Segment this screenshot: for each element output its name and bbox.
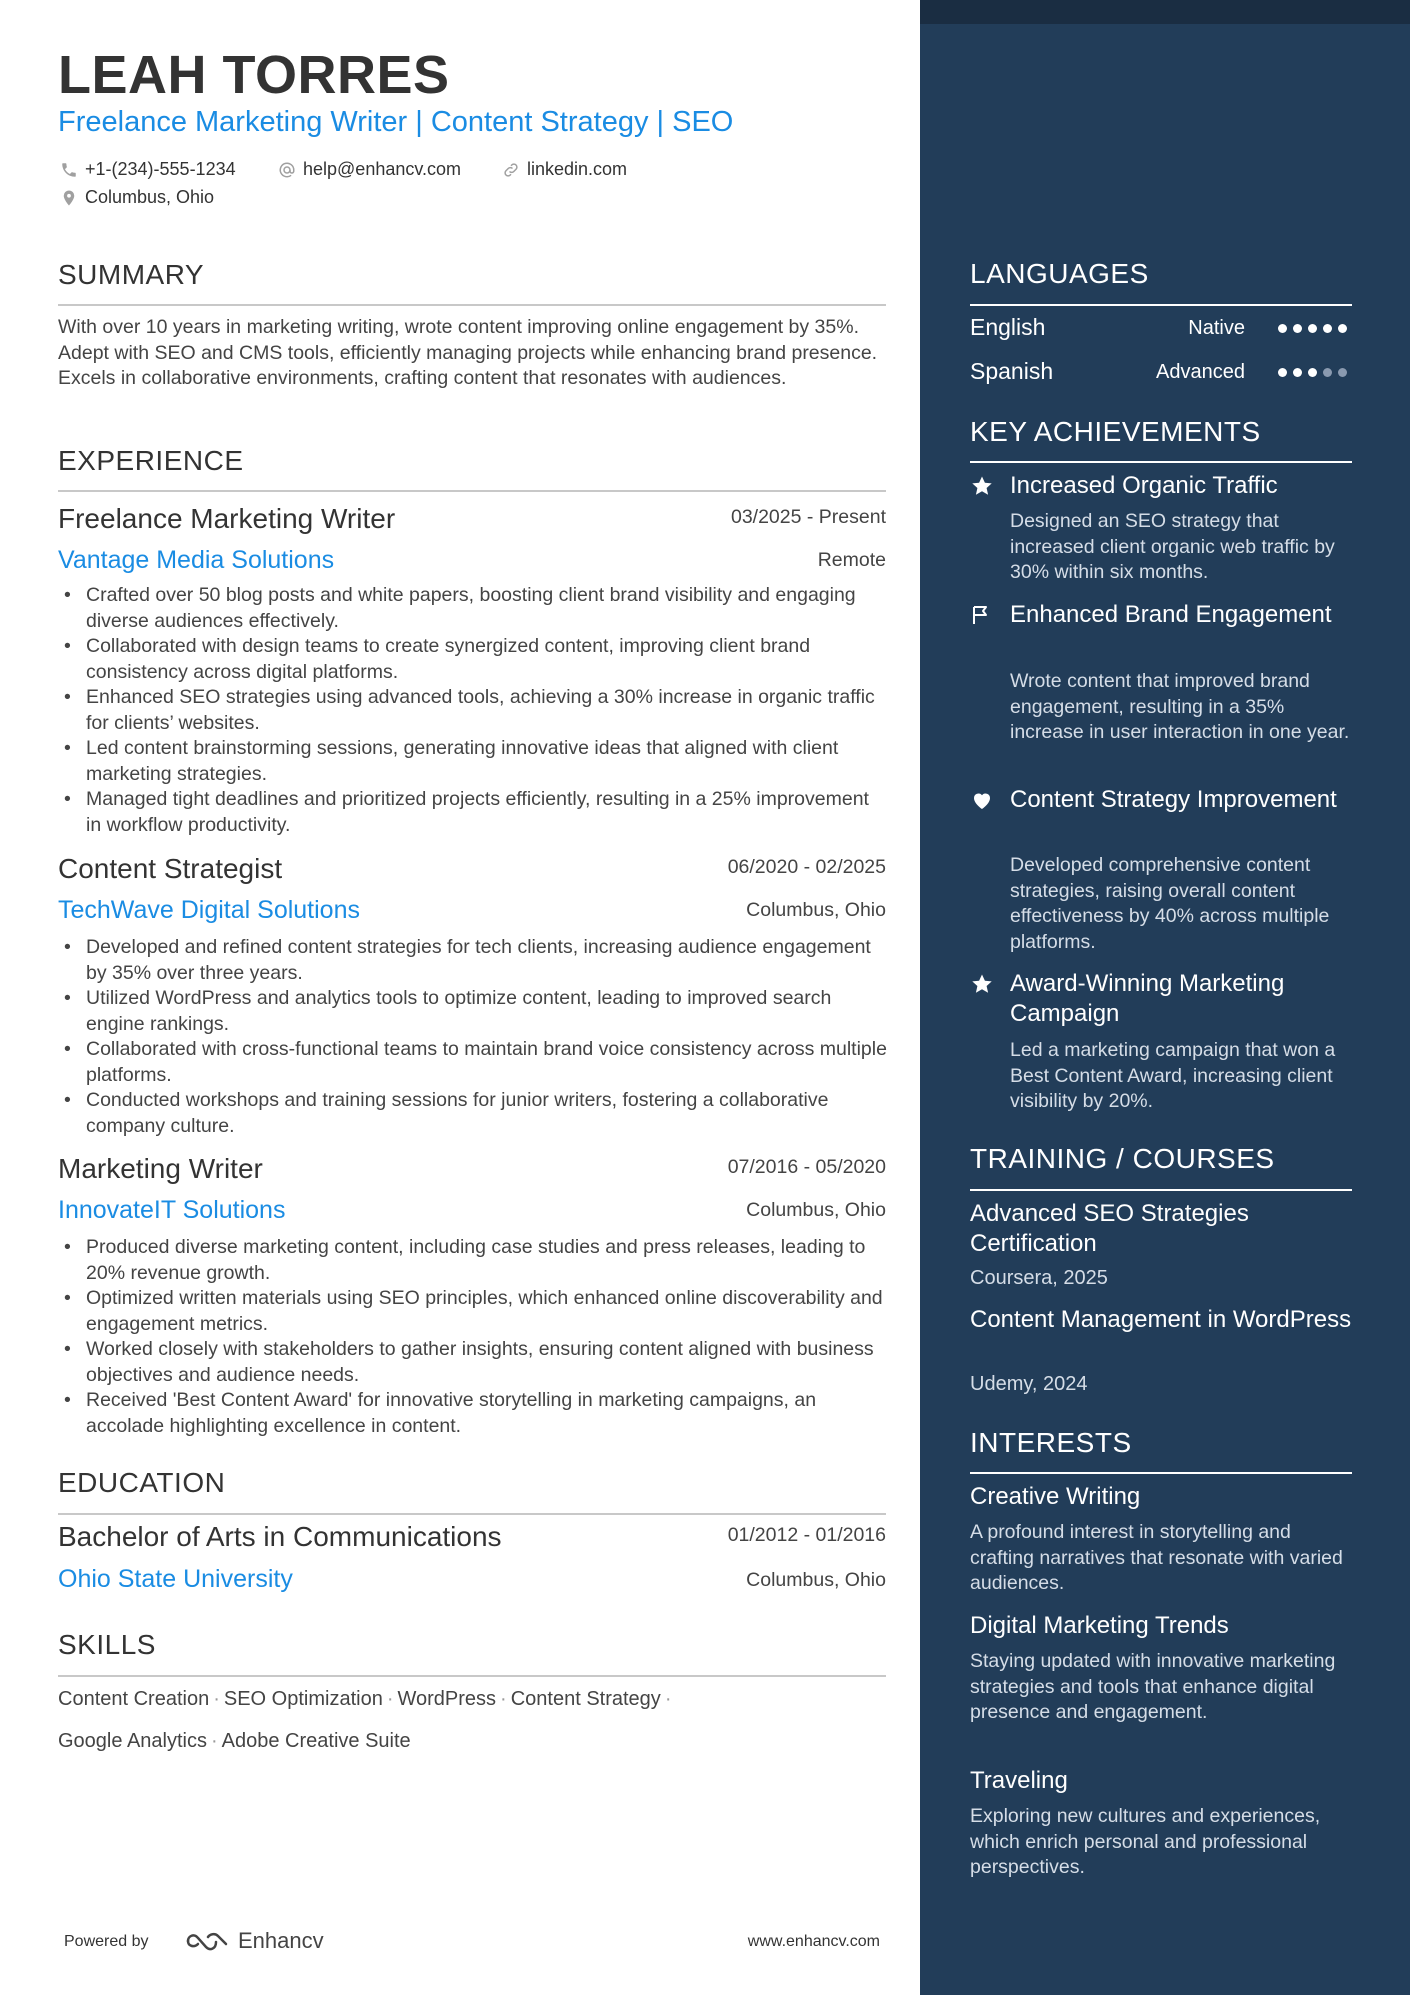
- email-text: help@enhancv.com: [303, 159, 462, 179]
- skill-tag: Content Strategy: [510, 1688, 661, 1710]
- achievement-title: Content Strategy Improvement: [1010, 786, 1337, 813]
- powered-by-text: Powered by: [64, 1933, 149, 1950]
- contact-phone[interactable]: [60, 159, 236, 180]
- candidate-name: LEAH TORRES: [58, 45, 450, 105]
- achievements-divider: [970, 461, 1352, 463]
- star-icon: [970, 972, 994, 996]
- job-bullets: [58, 935, 888, 1139]
- rating-dot: [1308, 368, 1317, 377]
- rating-dot: [1323, 368, 1332, 377]
- enhancv-logo[interactable]: [184, 1928, 324, 1954]
- company-name: InnovateIT Solutions: [58, 1196, 286, 1224]
- job-location: Columbus, Ohio: [746, 899, 886, 921]
- flag-icon: [970, 603, 994, 627]
- skill-tag: WordPress: [397, 1688, 497, 1710]
- summary-title: SUMMARY: [58, 259, 205, 290]
- job-dates: 06/2020 - 02/2025: [727, 856, 886, 878]
- languages-title: LANGUAGES: [970, 258, 1149, 289]
- bullet-item: • Produced diverse marketing content, including case studies and press releases, leading to 20% revenue growth.: [86, 1235, 888, 1286]
- rating-dot: [1293, 324, 1302, 333]
- job-dates: 07/2016 - 05/2020: [727, 1156, 886, 1178]
- phone-icon: [60, 161, 78, 179]
- bullet-item: • Crafted over 50 blog posts and white papers, boosting client brand visibility and engaging diverse audiences effectively.: [86, 583, 888, 634]
- school-location: Columbus, Ohio: [746, 1569, 886, 1591]
- bullet-item: • Collaborated with design teams to create synergized content, improving client brand consistency across digital platforms.: [86, 634, 888, 685]
- skills-row: [58, 1730, 411, 1753]
- skill-separator: ·: [386, 1688, 394, 1710]
- language-rating: [1278, 324, 1347, 333]
- bullet-item: • Worked closely with stakeholders to gather insights, ensuring content aligned with business objectives and audience needs.: [86, 1337, 888, 1388]
- bullet-item: • Optimized written materials using SEO principles, which enhanced online discoverability and engagement metrics.: [86, 1286, 888, 1337]
- linkedin-text: linkedin.com: [527, 159, 628, 179]
- job-location: Columbus, Ohio: [746, 1199, 886, 1221]
- achievement-title: Award-Winning Marketing Campaign: [1010, 970, 1285, 1027]
- school-name: Ohio State University: [58, 1565, 293, 1593]
- skill-separator: ·: [210, 1730, 218, 1752]
- course-title: Advanced SEO Strategies Certification: [970, 1200, 1249, 1257]
- skill-separator: ·: [664, 1688, 672, 1710]
- link-icon: [502, 161, 520, 179]
- skill-tag: Adobe Creative Suite: [221, 1730, 411, 1752]
- interest-title: Traveling: [970, 1767, 1068, 1794]
- language-name: Spanish: [970, 358, 1054, 384]
- training-title: TRAINING / COURSES: [970, 1143, 1275, 1174]
- course-meta: Udemy, 2024: [970, 1373, 1088, 1395]
- skill-tag: SEO Optimization: [223, 1688, 383, 1710]
- phone-text: +1-(234)-555-1234: [85, 159, 236, 179]
- language-level: Advanced: [1156, 361, 1245, 383]
- job-bullets: [58, 583, 888, 838]
- education-dates: 01/2012 - 01/2016: [727, 1524, 886, 1546]
- contact-linkedin[interactable]: [502, 159, 627, 180]
- bullet-item: • Utilized WordPress and analytics tools to optimize content, leading to improved search engine rankings.: [86, 986, 888, 1037]
- achievement-desc: Designed an SEO strategy that increased client organic web traffic by 30% within six months.: [1010, 510, 1335, 583]
- rating-dot: [1338, 324, 1347, 333]
- job-location: Remote: [817, 549, 886, 571]
- languages-divider: [970, 304, 1352, 306]
- interest-title: Creative Writing: [970, 1483, 1141, 1510]
- contact-location: [60, 187, 214, 208]
- skill-separator: ·: [500, 1688, 507, 1710]
- skills-divider: [58, 1675, 886, 1677]
- education-divider: [58, 1513, 886, 1515]
- contact-email[interactable]: [278, 159, 461, 180]
- course-meta: Coursera, 2025: [970, 1267, 1108, 1289]
- skills-title: SKILLS: [58, 1629, 156, 1660]
- skills-row: [58, 1688, 675, 1711]
- bullet-item: • Managed tight deadlines and prioritized projects efficiently, resulting in a 25% improvement in workflow productivity.: [86, 787, 888, 838]
- bullet-item: • Enhanced SEO strategies using advanced tools, achieving a 30% increase in organic traffic for clients’ websites.: [86, 685, 888, 736]
- brand-name: Enhancv: [238, 1928, 324, 1953]
- sidebar: [920, 0, 1410, 1995]
- language-name: English: [970, 314, 1046, 340]
- company-name: Vantage Media Solutions: [58, 546, 335, 574]
- course-title: Content Management in WordPress: [970, 1306, 1352, 1333]
- bullet-item: • Conducted workshops and training sessions for junior writers, fostering a collaborative company culture.: [86, 1088, 888, 1139]
- heart-icon: [970, 788, 994, 812]
- rating-dot: [1338, 368, 1347, 377]
- achievement-title: Increased Organic Traffic: [1010, 472, 1278, 499]
- at-icon: [278, 161, 296, 179]
- job-title: Freelance Marketing Writer: [58, 503, 396, 534]
- skill-separator: ·: [213, 1688, 220, 1710]
- language-rating: [1278, 368, 1347, 377]
- star-icon: [970, 474, 994, 498]
- achievements-title: KEY ACHIEVEMENTS: [970, 416, 1261, 447]
- interest-desc: Staying updated with innovative marketing strategies and tools that enhance digital presence and engagement.: [970, 1650, 1336, 1723]
- interest-desc: A profound interest in storytelling and crafting narratives that resonate with varied audiences.: [970, 1521, 1343, 1594]
- language-level: Native: [1188, 317, 1245, 339]
- achievement-desc: Developed comprehensive content strategies, raising overall content effectiveness by 40% across multiple platforms.: [1010, 854, 1330, 953]
- location-pin-icon: [60, 189, 78, 207]
- rating-dot: [1293, 368, 1302, 377]
- job-bullets: [58, 1235, 888, 1439]
- rating-dot: [1278, 368, 1287, 377]
- job-title: Marketing Writer: [58, 1153, 263, 1184]
- achievement-desc: Led a marketing campaign that won a Best Content Award, increasing client visibility by 20%.: [1010, 1039, 1336, 1112]
- achievement-title: Enhanced Brand Engagement: [1010, 601, 1332, 628]
- interest-title: Digital Marketing Trends: [970, 1612, 1229, 1639]
- experience-title: EXPERIENCE: [58, 445, 244, 476]
- achievement-desc: Wrote content that improved brand engagement, resulting in a 35% increase in user interaction in one year.: [1010, 670, 1350, 743]
- bullet-item: • Developed and refined content strategies for tech clients, increasing audience engagement by 35% over three years.: [86, 935, 888, 986]
- headline: Freelance Marketing Writer | Content Strategy | SEO: [58, 106, 734, 138]
- interests-title: INTERESTS: [970, 1427, 1132, 1458]
- summary-text: With over 10 years in marketing writing, wrote content improving online engagement by 35%. Adept with SEO and CMS tools, efficiently managing projects while enhancing brand presence. Excels in collaborative environments, crafting content that resonates with audiences.: [58, 316, 878, 389]
- interest-desc: Exploring new cultures and experiences, which enrich personal and professional perspectives.: [970, 1805, 1321, 1878]
- enhancv-logo-icon: [184, 1929, 230, 1953]
- degree-title: Bachelor of Arts in Communications: [58, 1521, 502, 1552]
- bullet-item: • Received 'Best Content Award' for innovative storytelling in marketing campaigns, an accolade highlighting excellence in content.: [86, 1388, 888, 1439]
- training-divider: [970, 1189, 1352, 1191]
- rating-dot: [1308, 324, 1317, 333]
- rating-dot: [1323, 324, 1332, 333]
- interests-divider: [970, 1472, 1352, 1474]
- summary-divider: [58, 304, 886, 306]
- bullet-item: • Collaborated with cross-functional teams to maintain brand voice consistency across multiple platforms.: [86, 1037, 888, 1088]
- location-text: Columbus, Ohio: [85, 187, 215, 207]
- sidebar-top-band: [920, 0, 1410, 24]
- company-name: TechWave Digital Solutions: [58, 896, 360, 924]
- footer-url[interactable]: www.enhancv.com: [747, 1933, 880, 1950]
- skill-tag: Google Analytics: [58, 1730, 207, 1752]
- bullet-item: • Led content brainstorming sessions, generating innovative ideas that aligned with client marketing strategies.: [86, 736, 888, 787]
- education-title: EDUCATION: [58, 1467, 226, 1498]
- skill-tag: Content Creation: [58, 1688, 210, 1710]
- job-dates: 03/2025 - Present: [730, 506, 886, 528]
- rating-dot: [1278, 324, 1287, 333]
- job-title: Content Strategist: [58, 853, 283, 884]
- experience-divider: [58, 490, 886, 492]
